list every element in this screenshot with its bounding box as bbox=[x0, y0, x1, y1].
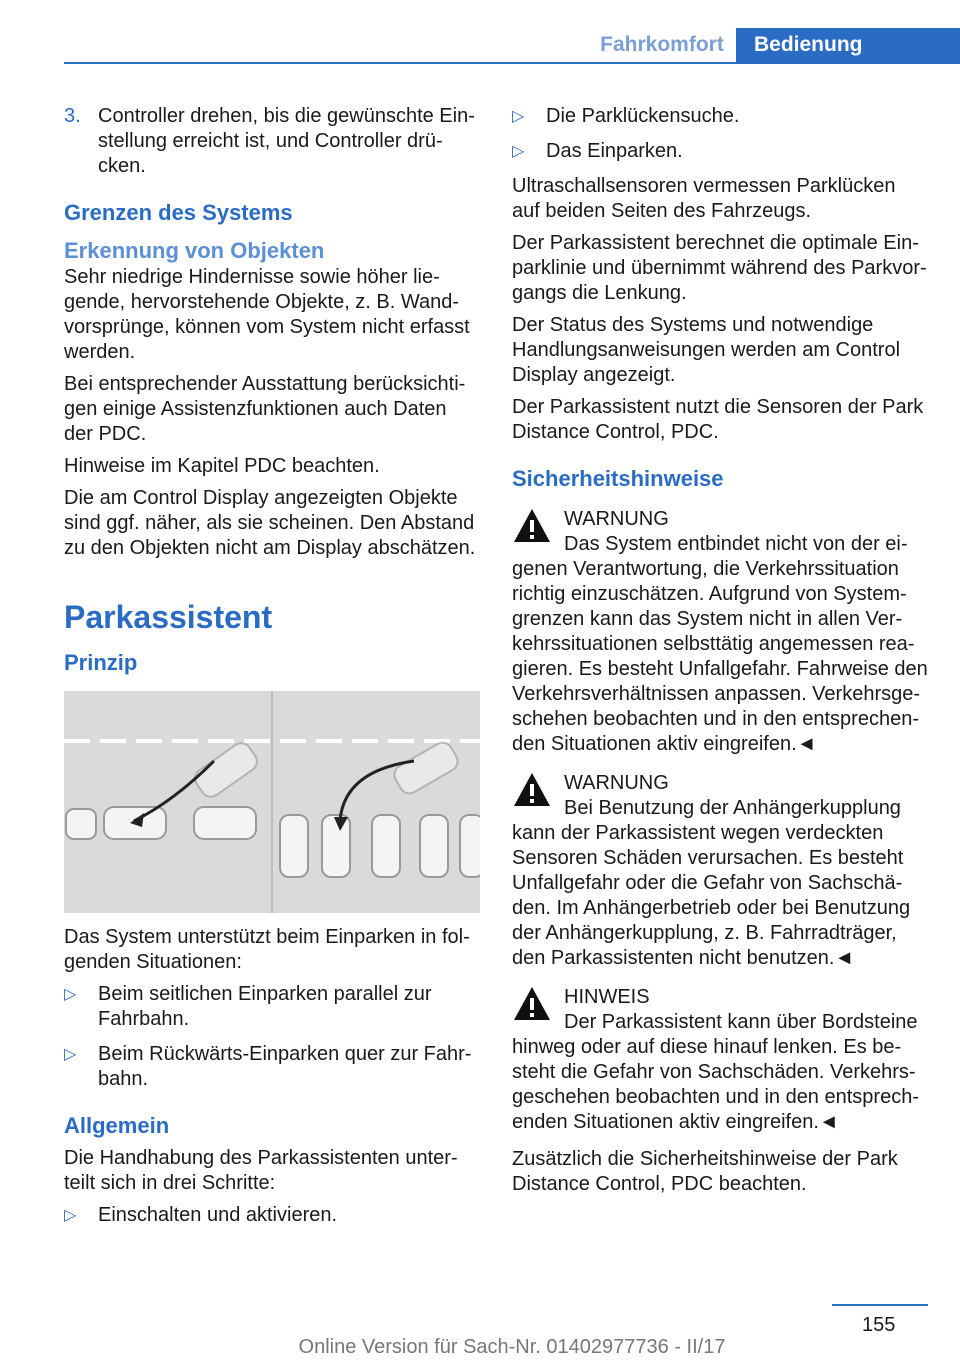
list-item bbox=[64, 982, 480, 1032]
warning-first-line: Das System entbindet nicht von der ei- bbox=[564, 533, 908, 555]
paragraph: Ultraschallsensoren vermessen Parklücken auf beiden Seiten des Fahrzeugs. bbox=[512, 175, 896, 222]
list-item-text: Beim Rückwärts-Einparken quer zur Fahr-bahn. bbox=[98, 1043, 472, 1090]
parking-diagram bbox=[64, 691, 480, 913]
step-3 bbox=[64, 104, 480, 179]
step-text: Controller drehen, bis die gewünschte Ein-stellung erreicht ist, und Controller drü-cken. bbox=[98, 105, 475, 177]
list-item bbox=[64, 1203, 480, 1228]
footer-rule bbox=[832, 1304, 928, 1306]
paragraph: Der Parkassistent berechnet die optimale Ein-parklinie und übernimmt während des Parkvor-gangs die Lenkung. bbox=[512, 232, 927, 304]
list-item-text: Die Parklückensuche. bbox=[546, 105, 740, 127]
page-number: 155 bbox=[862, 1314, 896, 1336]
paragraph: Hinweise im Kapitel PDC beachten. bbox=[64, 455, 380, 477]
warning-triangle-icon bbox=[512, 985, 552, 1023]
triangle-bullet-icon: ▷ bbox=[512, 143, 525, 160]
triangle-bullet-icon: ▷ bbox=[64, 1046, 77, 1063]
step-number: 3. bbox=[64, 105, 81, 127]
warning-block bbox=[512, 507, 928, 757]
tab-bedienung[interactable]: Bedienung bbox=[736, 28, 960, 62]
online-version-note: Online Version für Sach-Nr. 01402977736 - II/17 bbox=[298, 1336, 726, 1358]
paragraph: Sehr niedrige Hindernisse sowie höher lie-gende, hervorstehende Objekte, z. B. Wand-vorsprünge, können vom System nicht erfasst werden. bbox=[64, 266, 470, 363]
warning-triangle-icon bbox=[512, 507, 552, 545]
warning-triangle-icon bbox=[512, 771, 552, 809]
header-rule bbox=[64, 62, 960, 64]
paragraph: Die am Control Display angezeigten Objekte sind ggf. näher, als sie scheinen. Den Abstand zu den Objekten nicht am Display abschätzen. bbox=[64, 487, 476, 559]
heading-erkennung: Erkennung von Objekten bbox=[64, 238, 325, 263]
tab-fahrkomfort[interactable]: Fahrkomfort bbox=[600, 33, 724, 56]
left-column bbox=[64, 104, 480, 1238]
triangle-bullet-icon: ▷ bbox=[512, 108, 525, 125]
notice-first-line: Der Parkassistent kann über Bordsteine bbox=[564, 1011, 918, 1033]
list-item-text: Das Einparken. bbox=[546, 140, 683, 162]
warning-body: genen Verantwortung, die Verkehrssituation richtig einzuschätzen. Aufgrund von System-grenzen kann das System nicht in allen Ver-kehrssituationen selbsttätig angemessen rea-gieren. Es besteht Unfallgefahr. Fahrweise den Verkehrsverhältnissen anpassen. Verkehrsge-schehen beobachten und in den entsprechen-den Situationen aktiv eingreifen.◄ bbox=[512, 558, 928, 755]
triangle-bullet-icon: ▷ bbox=[64, 1207, 77, 1224]
heading-prinzip: Prinzip bbox=[64, 650, 138, 675]
notice-block bbox=[512, 985, 928, 1135]
paragraph: Das System unterstützt beim Einparken in fol-genden Situationen: bbox=[64, 926, 470, 973]
list-item bbox=[512, 104, 928, 129]
warning-title: WARNUNG bbox=[564, 508, 669, 530]
notice-body: hinweg oder auf diese hinauf lenken. Es be-steht die Gefahr von Sachschäden. Verkehrs-geschehen beobachten und in den entsprech-enden Situationen aktiv eingreifen.◄ bbox=[512, 1036, 919, 1133]
paragraph: Die Handhabung des Parkassistenten unter-teilt sich in drei Schritte: bbox=[64, 1147, 458, 1194]
list-item-text: Beim seitlichen Einparken parallel zur Fahrbahn. bbox=[98, 983, 432, 1030]
warning-body: kann der Parkassistent wegen verdeckten Sensoren Schäden verursachen. Es besteht Unfallgefahr oder die Gefahr von Sachschä-den. Im Anhängerbetrieb oder bei Benutzung der Anhängerkupplung, z. B. Fahrradträger, den Parkassistenten nicht benutzen.◄ bbox=[512, 822, 911, 969]
list-item-text: Einschalten und aktivieren. bbox=[98, 1204, 338, 1226]
paragraph: Der Parkassistent nutzt die Sensoren der Park Distance Control, PDC. bbox=[512, 396, 924, 443]
warning-block bbox=[512, 771, 928, 971]
notice-title: HINWEIS bbox=[564, 986, 650, 1008]
heading-grenzen: Grenzen des Systems bbox=[64, 200, 293, 225]
parking-illustration bbox=[64, 691, 480, 913]
heading-sicherheitshinweise: Sicherheitshinweise bbox=[512, 466, 724, 491]
paragraph: Zusätzlich die Sicherheitshinweise der Park Distance Control, PDC beachten. bbox=[512, 1148, 898, 1195]
heading-parkassistent: Parkassistent bbox=[64, 599, 273, 635]
right-column bbox=[512, 104, 928, 1204]
heading-allgemein: Allgemein bbox=[64, 1113, 170, 1138]
paragraph: Bei entsprechender Ausstattung berücksichti-gen einige Assistenzfunktionen auch Daten der PDC. bbox=[64, 373, 466, 445]
paragraph: Der Status des Systems und notwendige Handlungsanweisungen werden am Control Display angezeigt. bbox=[512, 314, 901, 386]
list-item bbox=[64, 1042, 480, 1092]
warning-title: WARNUNG bbox=[564, 772, 669, 794]
warning-first-line: Bei Benutzung der Anhängerkupplung bbox=[564, 797, 901, 819]
triangle-bullet-icon: ▷ bbox=[64, 986, 77, 1003]
list-item bbox=[512, 139, 928, 164]
